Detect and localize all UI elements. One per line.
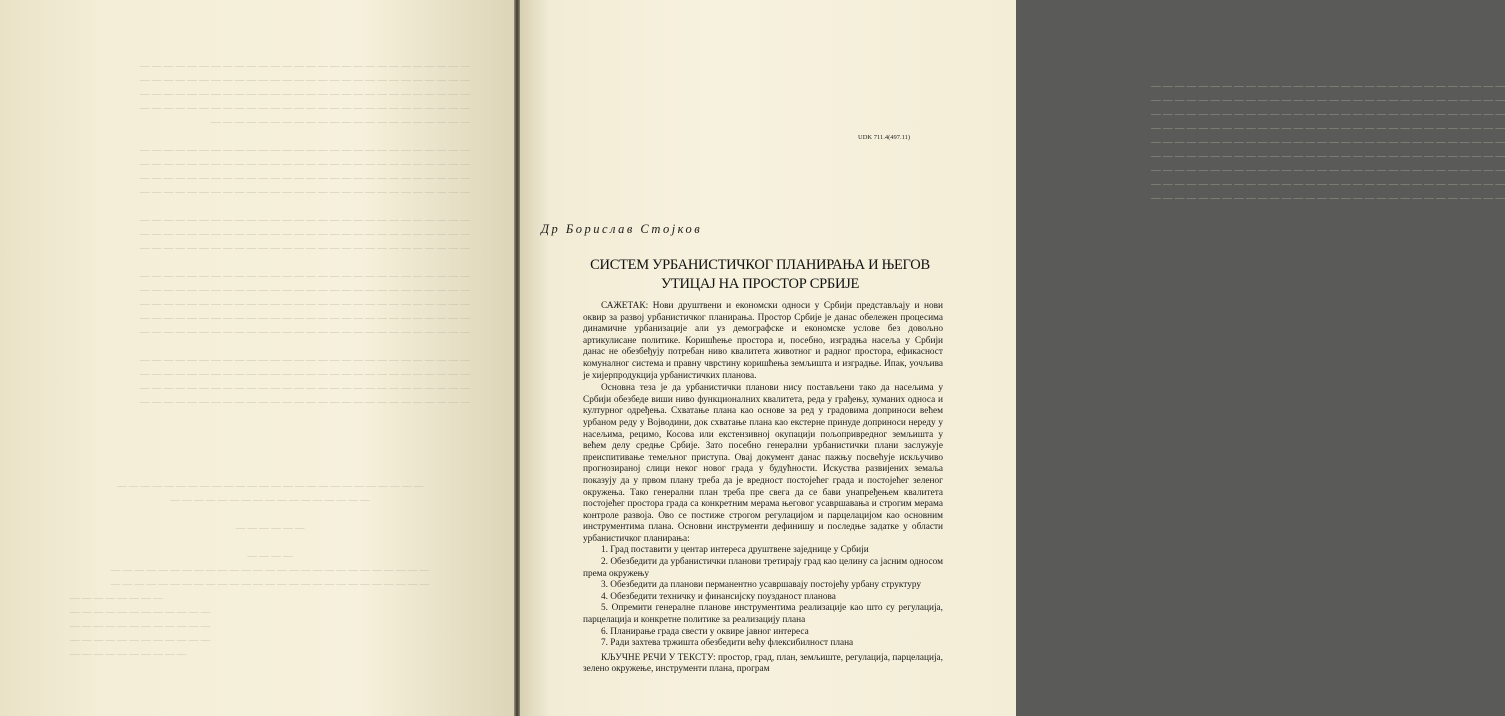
title-line-2: УТИЦАЈ НА ПРОСТОР СРБИЈЕ <box>660 276 860 292</box>
title-line-1: СИСТЕМ УРБАНИСТИЧКОГ ПЛАНИРАЊА И ЊЕГОВ <box>590 257 930 273</box>
list-item: 4. Обезбедити техничку и финансијску поузданост планова <box>601 591 836 602</box>
task-list <box>583 545 943 649</box>
author-name: Др Борислав Стојков <box>541 222 703 236</box>
list-item: 2. Обезбедити да урбанистички планови третирају град као целину са јасним односом према окружењу <box>583 557 943 579</box>
list-item: 6. Планирање града свести у оквире јавног интереса <box>601 626 809 637</box>
article-body <box>583 301 943 676</box>
abstract-paragraph: САЖЕТАК: Нови друштвени и економски односи у Србији представљају и нови оквир за развој урбанистичког планирања. Простор Србије је данас обележен процесима динамичне урбанизације али уз демографске и економске услове без довољно артикулисане политике. Коришћење простора и, посебно, изградња насеља у Србији данас не обезбеђују потребан ниво квалитета животног и радног простора, ефикасност комуналног система и правну чврстину коришћења земљишта и изградње. Ипак, уочљива је хијерпродукција урбанистичких планова. <box>583 301 943 381</box>
keywords-paragraph: КЉУЧНЕ РЕЧИ У ТЕКСТУ: простор, град, план, земљиште, регулација, парцелација, зелено окружење, инструменти плана, програм <box>583 652 943 675</box>
list-item: 3. Обезбедити да планови перманентно усавршавају постојећу урбану структуру <box>601 580 922 591</box>
main-paragraph: Основна теза је да урбанистички планови нису постављени тако да насељима у Србији обезбеде виши ниво функционалних квалитета, реда у грађењу, хуманих односа и културног одређења. Схватање плана као основе за ред у градовима доприноси већем урбаном реду у Војводини, док схватање плана као екстерне принуде доприноси нереду у насељима, рецимо, Косова или екстензивној окупацији пољопривредног земљишта у већем делу средње Србије. Зато посебно генерални урбанистички плани заслужује преиспитивање темељног приступа. Овај документ данас пажњу посвећује искључиво прогнозираној слици неког новог града у будућности. Искуства развијених земаља показују да у првом плану треба да је вредност постојећег града и постојећег зеленог окружења. Тако генерални план треба пре свега да се бави унапређењем квалитета постојећег простора града са конкретним мерама његовог усавршавања и строгим мерама контроле развоја. Ово се постиже строгом регулацијом и парцелацијом као основним инструментима плана. Основни инструменти дефинишу и последње задатке у области урбанистичког планирања: <box>583 383 943 544</box>
list-item: 7. Ради захтева тржишта обезбедити већу флексибилност плана <box>601 638 854 649</box>
list-item: 5. Опремити генералне планове инструментима реализације као што су регулација, парцелација и конкретне политике за реализацију плана <box>583 603 943 626</box>
left-page-faded-summary: — — — — — — — — — — — — — — — — — — — — — — — — — — — — — — — — — — — — — — — — — — — — — — — — — — — — — — — — — — — — — — — — — — — — — — — — — — — — — — — — — — — — — — — — — — — — — — — — — — — — — — — — — — — — — — — — — — — — — — — — — — — — — — — — — — — — — — — — — — — — — — — — — — — — — — — — — — — — — — — — — <box>70 482 430 660</box>
left-page-bleed-through: — — — — — — — — — — — — — — — — — — — — — — — — — — — — — — — — — — — — — — — — — — — — — — — — — — — — — — — — — — — — — — — — — — — — — — — — — — — — — — — — — — — — — — — — — — — — — — — — — — — — — — — — — — — — — — — — — — — — — — — — — — — — — — — — — — — — — — — — — — — — — — — — — — — — — — — — — — — — — — — — — — — — — — — — — — — — — — — — — — — — — — — — — — — — — — — — — — — — — — — — — — — — — — — — — — — — — — — — — — — — — — — — — — — — — — — — — — — — — — — — — — — — — — — — — — — — — — — — — — — — — — — — — — — — — — — — — — — — — — — — — — — — — — — — — — — — — — — — — — — — — — — — — — — — — — — — — — — — — — — — — — — — — — — — — — — — — — — — — — — — — — — — — — — — — — — — — — — — — — — — — — — — — — — — — — — — — — — — — — — — — — — — — — — — — — — — — — — — — — — — — — — — — — — — — — — — — — — — — — — — — — — — — — — — — — — — — — — — — — — — — — — — — — — — — — — — — — — — — — — — — — — — — — — — — — — — — — — — — — — — — — — — — — — — — — — — — — — — — — — — — — — — — — — — — — — — — — — — — — — — — — — — — — — — — — — — — — — — — — — — — — — — — — — — — — — — — — — — — — — — — — — — — — — — — — — — — — — — — — — — — — <box>139 62 470 408</box>
left-page <box>0 0 514 716</box>
article-title <box>560 256 960 294</box>
udk-code: UDK 711.4(497.11) <box>858 134 911 141</box>
right-page-bleed-through: — — — — — — — — — — — — — — — — — — — — — — — — — — — — — — — — — — — — — — — — — — — — — — — — — — — — — — — — — — — — — — — — — — — — — — — — — — — — — — — — — — — — — — — — — — — — — — — — — — — — — — — — — — — — — — — — — — — — — — — — — — — — — — — — — — — — — — — — — — — — — — — — — — — — — — — — — — — — — — — — — — — — — — — — — — — — — — — — — — — — — — — — — — — — — — — — — — — — — — — — — — — — — — — — — — — — — — — — — — — — — — — — — — — — — — — — — — — — — — — — — — — — — — — — — — — — — — — — — — — — — — — — — — — — — — <box>1151 82 1505 204</box>
list-item: 1. Град поставити у центар интереса друштвене заједнице у Србији <box>601 545 869 556</box>
